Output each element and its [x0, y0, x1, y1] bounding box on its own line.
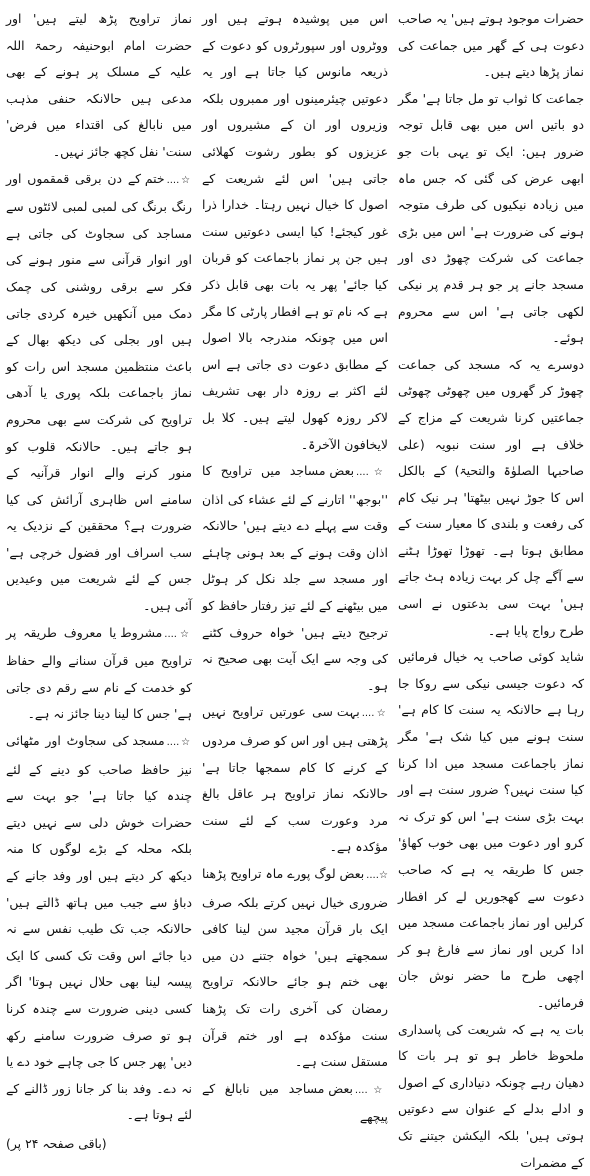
paragraph: دوسرے یہ کہ مسجد کی جماعت چھوڑ کر گھروں میں چھوٹی چھوٹی جماعتیں کرنا شریعت کے مزاج کے خلاف ہے اور سنت نبویہ (علی صاحبہا الصلوٰۃ والتحیۃ) کے بالکل اس کا جوڑ نہیں بیٹھتا' ہر نیک کام کی رفعت و بلندی کا معیار سنت کے مطابق ہوتا ہے۔ تھوڑا تھوڑا ہٹنے سے آگے چل کر بہت زیادہ ہٹ جاتے ہیں' بہت سی بدعتوں نے اسی طرح رواج پایا ہے۔	[398, 356, 584, 638]
bullet-paragraph	[202, 458, 388, 699]
paragraph: حضرات موجود ہوتے ہیں' یہ صاحب دعوت ہی کے گھر میں جماعت کی نماز پڑھا دیتے ہیں۔	[398, 11, 584, 80]
bullet-paragraph	[6, 166, 192, 620]
paragraph-text: بہت سی عورتیں تراویح نہیں پڑھتی ہیں اور اس کو صرف مردوں کے کرنے کا کام سمجھا جاتا ہے' حالانکہ نماز تراویح ہر عاقل بالغ مرد وعورت سب کے لئے سنت مؤکدہ ہے۔	[202, 704, 388, 855]
bullet-paragraph	[202, 699, 388, 861]
paragraph-text: ختم کے دن برقی قمقموں اور رنگ برنگ کی لمبی لمبی لائٹوں سے مساجد کی سجاوٹ کی جاتی ہے اور انوار قرآنی سے منور ہونے کی فکر سے برقی روشنی کی چمک دمک میں آنکھیں خیرہ کردی جاتی ہیں اور بجلی کی دیکھ بھال کے باعث منتظمین مسجد اس رات کو نماز باجماعت بلکہ پوری یا آدھی تراویح کی شرکت سے بھی محروم ہو جاتے ہیں۔ حالانکہ قلوب کو منور کرنے والے انوار قرآنیہ کے سامنے اس ظاہری آرائش کی کیا ضرورت ہے؟ محققین کے نزدیک یہ سب اسراف اور فضول خرچی ہے' جس کے لئے شریعت میں وعیدیں آئی ہیں۔	[6, 170, 192, 614]
star-bullet-icon: ☆....	[354, 1084, 388, 1096]
paragraph: نماز تراویح پڑھ لیتے ہیں' اور حضرت امام ابوحنیفہ رحمۃ اللہ علیہ کے مسلک پر ہونے کے بھی مدعی ہیں حالانکہ حنفی مذہب میں نابالغ کی اقتداء میں فرض' سنت' نفل کچھ جائز نہیں۔	[6, 11, 192, 159]
paragraph-text: مشروط یا معروف طریقہ پر تراویح میں قرآن سنانے والے حفاظ کو خدمت کے نام سے رقم دی جاتی ہے' جس کا لینا دینا جائز نہ ہے۔	[6, 624, 192, 722]
paragraph-text: مسجد کی سجاوٹ اور مٹھائی نیز حافظ صاحب کو دینے کے لئے چندہ کیا جاتا ہے' جو بہت سے حضرات خوش دلی سے نہیں دیتے بلکہ محلہ کے بڑے لوگوں کا منہ دیکھ کر دیتے ہیں اور وفد جانے کے دباؤ سے جیب میں ہاتھ ڈالتے ہیں' حالانکہ جب تک طیب نفس سے نہ دیا جائے اس وقت تک کسی کا ایک پیسہ لینا بھی حلال نہیں ہوتا' اگر کسی دینی ضرورت سے چندہ کرنا ہو تو صرف ضرورت سامنے رکھ دیں' پھر جس کا جی چاہے خود دے یا نہ دے۔ وفد بنا کر جانا زور ڈالنے کے لئے ہوتا ہے۔	[6, 733, 192, 1123]
bullet-paragraph	[6, 728, 192, 1129]
paragraph: شاید کوئی صاحب یہ خیال فرمائیں کہ دعوت جیسی نیکی سے روکا جا رہا ہے حالانکہ یہ سنت کا کام ہے' سنت ہونے میں کیا شک ہے' مگر نماز باجماعت مسجد میں ادا کرنا کیا سنت نہیں؟ ضرور سنت ہے اور بہت بڑی سنت ہے' اس کو ترک نہ کرو اور دعوت میں بھی خوب کھاؤ' جس کا طریقہ یہ ہے کہ صاحب دعوت سے کھجوریں لے کر افطار کرلیں اور نماز باجماعت مسجد میں ادا کریں اور نماز سے فارغ ہو کر اچھی طرح ما حضر نوش جان فرمائیں۔	[398, 649, 584, 1010]
paragraph-text: بعض لوگ پورے ماہ تراویح پڑھنا ضروری خیال نہیں کرتے بلکہ صرف ایک بار قرآن مجید سن لینا کافی سمجھتے ہیں' خواہ جتنے دن میں بھی ختم ہو جائے حالانکہ تراویح رمضان کی آخری رات تک پڑھنا سنت مؤکدہ ہے اور ختم قرآن مستقل سنت ہے۔	[202, 866, 388, 1070]
continuation-note: (باقی صفحہ ۲۴ پر)	[6, 1135, 107, 1151]
bullet-paragraph	[202, 1076, 388, 1131]
column-middle	[202, 6, 388, 1125]
paragraph-text: بعض مساجد میں تراویح کا ''بوجھ'' اتارنے کے لئے عشاء کی اذان وقت سے پہلے دے دیتے ہیں' حالانکہ اذان وقت ہونے کے بعد ہونی چاہئے اور مسجد سے جلد نکل کر ہوٹل میں بیٹھنے کے لئے تیز رفتار حافظ کو ترجیح دیتے ہیں' خواہ حروف کٹنے کی وجہ سے ایک آیت بھی صحیح نہ ہو۔	[202, 463, 388, 693]
column-left	[6, 6, 193, 1151]
paragraph: بات یہ ہے کہ شریعت کی پاسداری ملحوظ خاطر ہو تو ہر بات کا دھیان رہے چونکہ دنیاداری کے اصول و ادلے بدلے کے عنوان سے دعوتیں ہوتی ہیں' بلکہ الیکشن جیتنے تک کے مضمرات	[398, 1021, 584, 1170]
star-bullet-icon: ☆....	[166, 737, 193, 749]
paragraph: جماعت کا ثواب تو مل جاتا ہے' مگر دو باتیں اس میں بھی قابل توجہ ضرور ہیں: ایک تو یہی بات جو ابھی عرض کی گئی کہ جس ماہ میں زیادہ نیکیوں کی طرف متوجہ ہونے کی ضرورت ہے' اس میں بڑی جماعت کی شرکت چھوڑ دی اور مسجد جانے پر جو ہر قدم پر نیکی لکھی جاتی ہے' اس سے محروم ہوئے۔	[398, 90, 584, 346]
column-right	[398, 6, 584, 1170]
bullet-paragraph	[6, 620, 192, 728]
bullet-paragraph	[202, 861, 388, 1076]
star-bullet-icon: ☆....	[356, 467, 388, 479]
paragraph: اس میں پوشیدہ ہوتے ہیں اور ووٹروں اور سپورٹروں کو دعوت کے ذریعہ مانوس کیا جاتا ہے اور یہ دعوتیں چیئرمینوں اور ممبروں بلکہ وزیروں اور ان کے مشیروں اور عزیزوں کو بطور رشوت کھلائی جاتی ہیں' اس لئے شریعت کے اصول کا خیال نہیں رہتا۔ خدارا ذرا غور کیجئے! کیا ایسی دعوتیں سنت ہیں جن پر نماز باجماعت کو قربان کیا جائے' پھر یہ بات بھی قابل ذکر ہے کہ نام تو ہے افطار پارٹی کا مگر اس میں چونکہ مندرجہ بالا اصول کے مطابق دعوت دی جاتی ہے اس لئے اکثر بے روزہ دار بھی تشریف لاکر روزہ کھول لیتے ہیں۔ کلا بل لایخافون الآخرۃ۔	[202, 11, 388, 452]
star-bullet-icon: ☆....	[366, 870, 388, 881]
star-bullet-icon: ☆....	[166, 174, 193, 186]
paragraph-text: بعض مساجد میں نابالغ کے پیچھے	[202, 1080, 388, 1125]
star-bullet-icon: ☆....	[361, 708, 388, 720]
star-bullet-icon: ☆....	[164, 628, 192, 640]
